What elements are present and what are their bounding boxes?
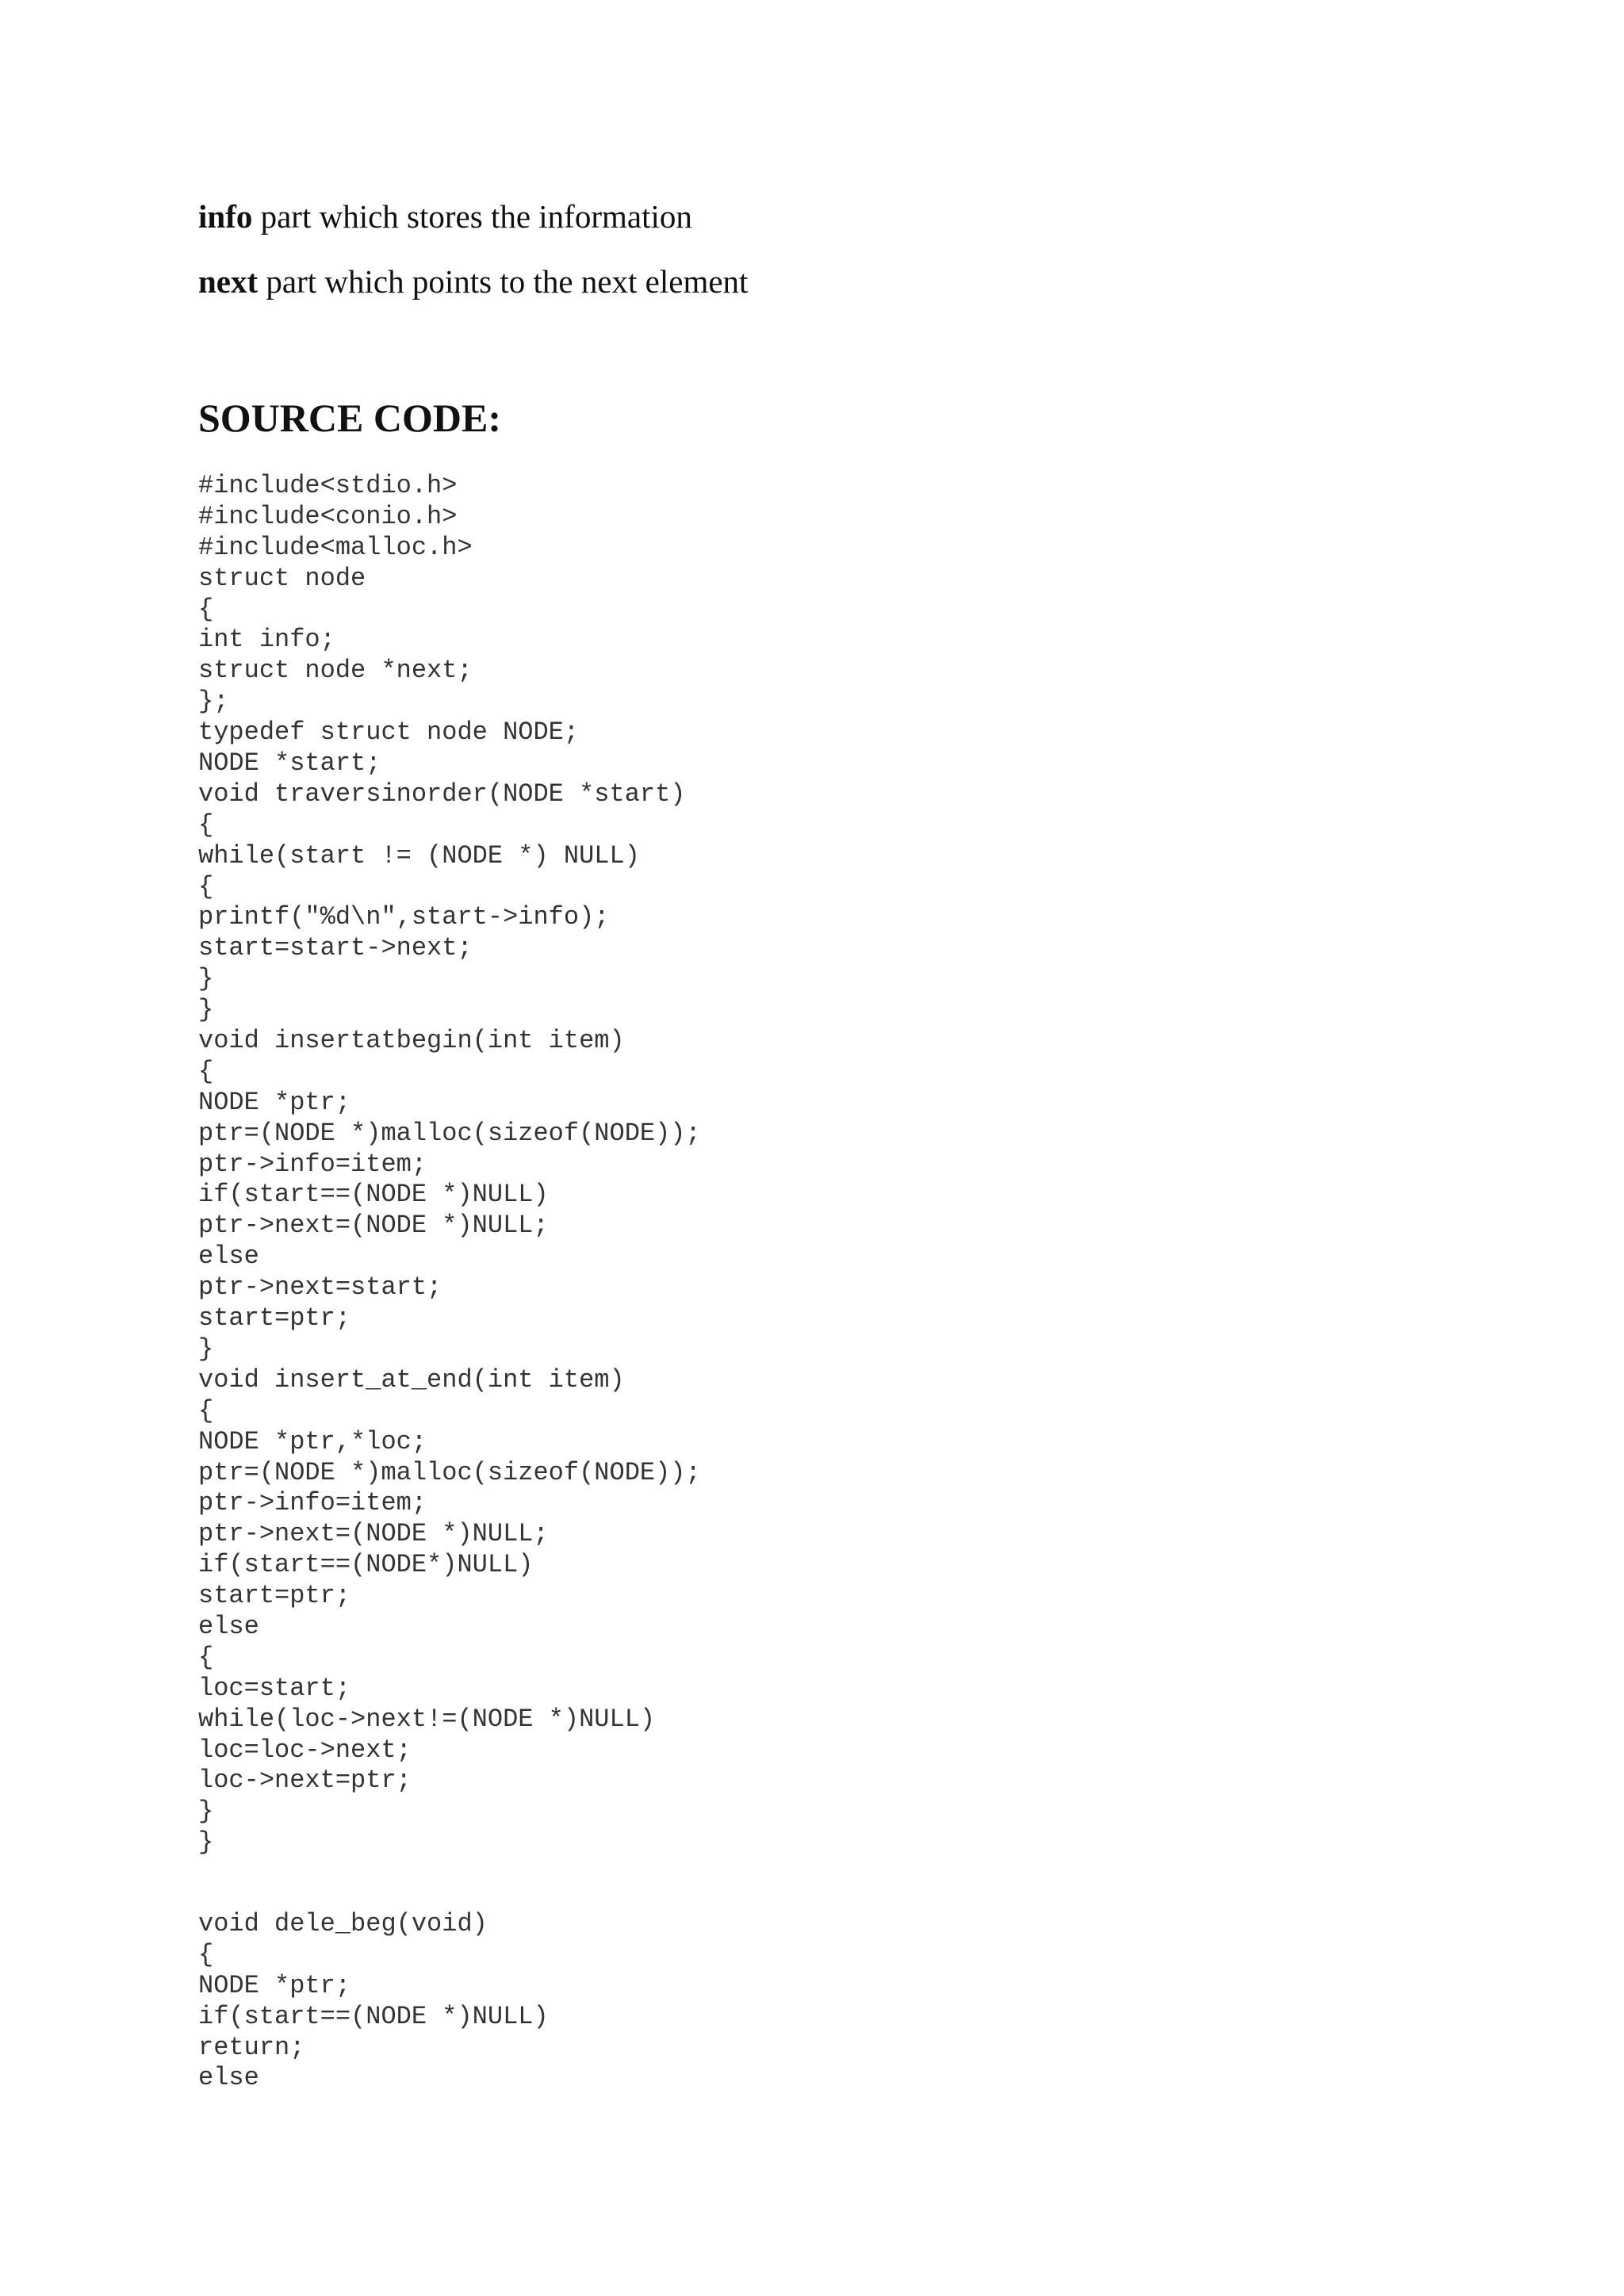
code-block — [198, 1909, 549, 2094]
code-line: NODE *ptr; — [198, 1970, 351, 2000]
code-line: typedef struct node NODE; — [198, 718, 580, 748]
definition-text: part which points to the next element — [258, 263, 749, 300]
code-line: NODE *start; — [198, 748, 381, 779]
code-line: { — [198, 871, 214, 901]
code-line: if(start==(NODE *)NULL) — [198, 1180, 549, 1210]
code-line: { — [198, 1939, 214, 1969]
code-line: { — [198, 1056, 214, 1086]
code-line: if(start==(NODE *)NULL) — [198, 2001, 549, 2031]
code-line: struct node — [198, 563, 366, 593]
definition-text: part which stores the information — [252, 198, 692, 235]
code-line: start=start->next; — [198, 933, 473, 963]
code-line: ptr->info=item; — [198, 1149, 427, 1179]
code-line: if(start==(NODE*)NULL) — [198, 1550, 534, 1580]
section-heading: SOURCE CODE: — [198, 396, 501, 440]
code-line: start=ptr; — [198, 1581, 351, 1611]
definition-next — [198, 262, 748, 301]
code-line: ptr=(NODE *)malloc(sizeof(NODE)); — [198, 1118, 701, 1148]
code-line: }; — [198, 687, 229, 717]
code-line: else — [198, 1611, 259, 1641]
code-line: void dele_beg(void) — [198, 1909, 488, 1938]
code-line: } — [198, 1827, 214, 1858]
code-line: struct node *next; — [198, 656, 473, 686]
definition-info — [198, 197, 692, 236]
code-line: ptr->next=(NODE *)NULL; — [198, 1519, 549, 1549]
code-line: int info; — [198, 625, 335, 655]
code-line: loc->next=ptr; — [198, 1766, 412, 1796]
definition-term: next — [198, 263, 259, 300]
code-line: #include<malloc.h> — [198, 532, 473, 562]
definition-term: info — [198, 198, 253, 235]
code-line: } — [198, 964, 214, 994]
code-line: ptr->next=start; — [198, 1272, 442, 1303]
code-line: #include<stdio.h> — [198, 471, 458, 500]
code-line: NODE *ptr,*loc; — [198, 1426, 427, 1456]
code-line: void insert_at_end(int item) — [198, 1364, 625, 1395]
code-line: { — [198, 809, 214, 840]
code-line: } — [198, 1334, 214, 1364]
code-line: { — [198, 1642, 214, 1672]
code-line: ptr=(NODE *)malloc(sizeof(NODE)); — [198, 1457, 701, 1487]
code-line: return; — [198, 2032, 305, 2062]
code-line: void insertatbegin(int item) — [198, 1026, 625, 1056]
code-line: start=ptr; — [198, 1303, 351, 1334]
code-line: { — [198, 594, 214, 624]
code-line: ptr->next=(NODE *)NULL; — [198, 1211, 549, 1241]
code-line: while(loc->next!=(NODE *)NULL) — [198, 1704, 656, 1734]
code-line: NODE *ptr; — [198, 1087, 351, 1117]
code-line: void traversinorder(NODE *start) — [198, 779, 686, 809]
code-line: else — [198, 2063, 259, 2093]
code-line: loc=start; — [198, 1673, 351, 1703]
code-line: else — [198, 1242, 259, 1272]
code-line: { — [198, 1395, 214, 1425]
code-line: } — [198, 1797, 214, 1827]
code-line: } — [198, 995, 214, 1025]
code-line: while(start != (NODE *) NULL) — [198, 840, 640, 871]
code-line: printf("%d\n",start->info); — [198, 902, 610, 932]
code-line: loc=loc->next; — [198, 1735, 412, 1765]
code-block — [198, 471, 701, 1858]
code-line: #include<conio.h> — [198, 501, 458, 531]
code-line: ptr->info=item; — [198, 1488, 427, 1518]
